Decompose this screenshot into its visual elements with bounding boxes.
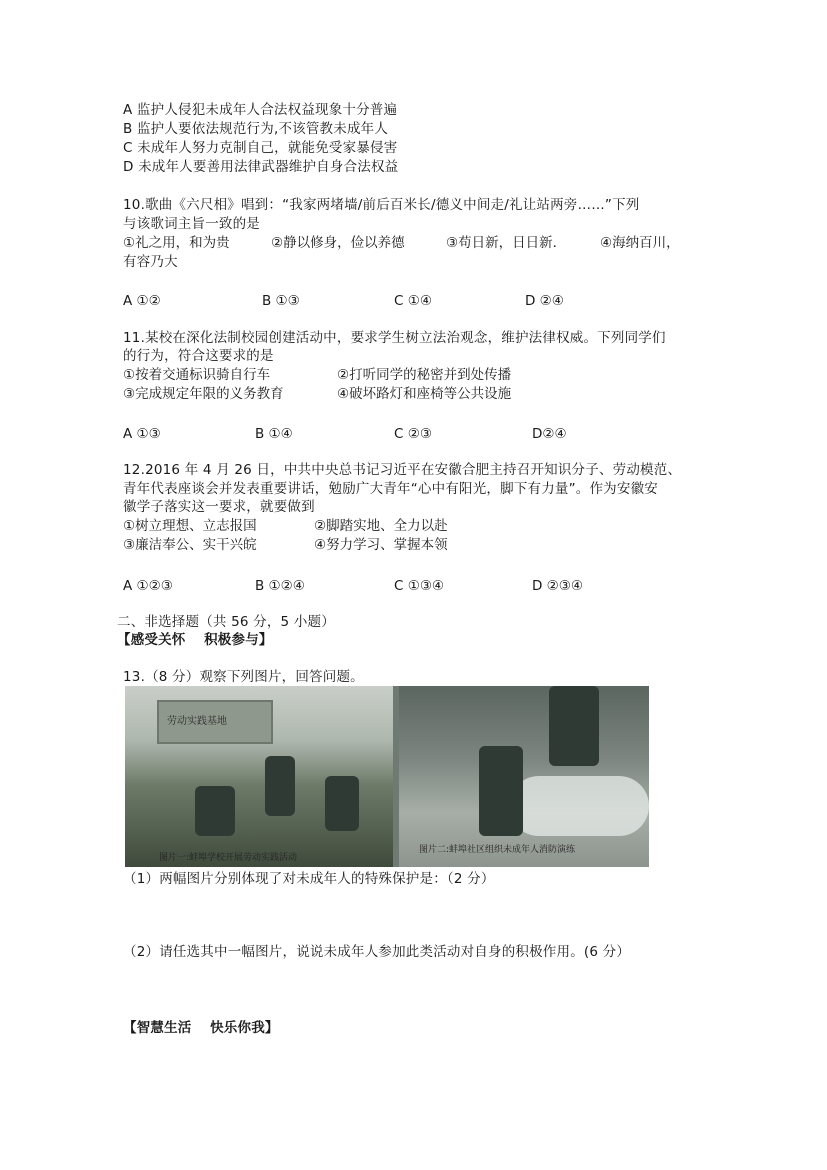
q10-item-4: ④海纳百川，	[600, 235, 680, 251]
q12-stem-line-2: 青年代表座谈会并发表重要讲话，勉励广大青年“心中有阳光，脚下有力量”。作为安徽安	[123, 481, 658, 497]
q12-stem-line-3: 徽学子落实这一要求，就要做到	[123, 499, 315, 515]
q9-option-d: D 未成年人要善用法律武器维护自身合法权益	[123, 159, 399, 175]
q10-answer-a: A ①②	[123, 293, 161, 309]
q10-stem-line-1: 10.歌曲《六尺相》唱到：“我家两堵墙/前后百米长/德义中间走/礼让站两旁……”下列	[123, 197, 640, 213]
q12-item-1: ①树立理想、立志报国	[123, 518, 257, 534]
q10-item-2: ②静以修身，俭以养德	[271, 235, 405, 251]
q10-stem-line-2: 与该歌词主旨一致的是	[123, 216, 260, 232]
photo-one-figure	[325, 776, 359, 831]
q12-item-2: ②脚踏实地、全力以赴	[314, 518, 448, 534]
q12-answer-c: C ①③④	[394, 578, 445, 594]
q11-item-1: ①按着交通标识骑自行车	[123, 367, 271, 383]
photo-one-caption: 图片一:蚌埠学校开展劳动实践活动	[159, 853, 298, 863]
q10-answer-b: B ①③	[262, 293, 300, 309]
q11-answer-a: A ①③	[123, 426, 161, 442]
photo-two-smoke	[509, 776, 649, 836]
photo-sign-board	[157, 700, 273, 744]
photo-one-figure	[265, 756, 295, 816]
q11-answer-c: C ②③	[394, 426, 432, 442]
q12-item-4: ④努力学习、掌握本领	[314, 537, 448, 553]
q12-answer-d: D ②③④	[532, 578, 583, 594]
q13-stem: 13.（8 分）观察下列图片，回答问题。	[123, 669, 364, 685]
photo-two-figure	[549, 686, 599, 766]
q12-answer-a: A ①②③	[123, 578, 173, 594]
q11-item-2: ②打听同学的秘密并到处传播	[337, 367, 512, 383]
photo-sign-text: 劳动实践基地	[167, 716, 227, 727]
q13-part-2: （2）请任选其中一幅图片，说说未成年人参加此类活动对自身的积极作用。(6 分）	[123, 944, 631, 960]
q10-item-3: ③苟日新，日日新．	[446, 235, 567, 251]
q12-answer-b: B ①②④	[255, 578, 305, 594]
q11-item-4: ④破坏路灯和座椅等公共设施	[337, 386, 512, 402]
q11-stem-line-2: 的行为，符合这要求的是	[123, 348, 274, 364]
q13-photo	[125, 686, 649, 867]
photo-two-caption: 图片二:蚌埠社区组织未成年人消防演练	[419, 845, 576, 855]
q10-item-4-cont: 有容乃大	[123, 254, 178, 270]
q9-option-a: A 监护人侵犯未成年人合法权益现象十分普遍	[123, 102, 398, 118]
q9-option-c: C 未成年人努力克制自己，就能免受家暴侵害	[123, 140, 398, 156]
q11-answer-b: B ①④	[255, 426, 293, 442]
q12-item-3: ③廉洁奉公、实干兴皖	[123, 537, 257, 553]
section2-title: 二、非选择题（共 56 分，5 小题）	[117, 614, 335, 630]
photo-two-figure	[479, 746, 523, 836]
q13-part-1: （1）两幅图片分别体现了对未成年人的特殊保护是：（2 分）	[123, 871, 495, 887]
q11-item-3: ③完成规定年限的义务教育	[123, 386, 284, 402]
section2-subheading-1: 【感受关怀 积极参与】	[117, 632, 273, 648]
q10-answer-d: D ②④	[525, 293, 564, 309]
q9-option-b: B 监护人要依法规范行为,不该管教未成年人	[123, 121, 389, 137]
q10-item-1: ①礼之用，和为贵	[123, 235, 230, 251]
photo-one-figure	[195, 786, 235, 836]
q12-stem-line-1: 12.2016 年 4 月 26 日，中共中央总书记习近平在安徽合肥主持召开知识分子、劳动模范、	[123, 462, 682, 478]
photo-two	[399, 686, 649, 867]
q10-answer-c: C ①④	[394, 293, 432, 309]
photo-one	[125, 686, 393, 867]
q11-answer-d: D②④	[532, 426, 567, 442]
q11-stem-line-1: 11.某校在深化法制校园创建活动中，要求学生树立法治观念，维护法律权威。下列同学们	[123, 330, 666, 346]
section2-subheading-2: 【智慧生活 快乐你我】	[123, 1020, 279, 1036]
